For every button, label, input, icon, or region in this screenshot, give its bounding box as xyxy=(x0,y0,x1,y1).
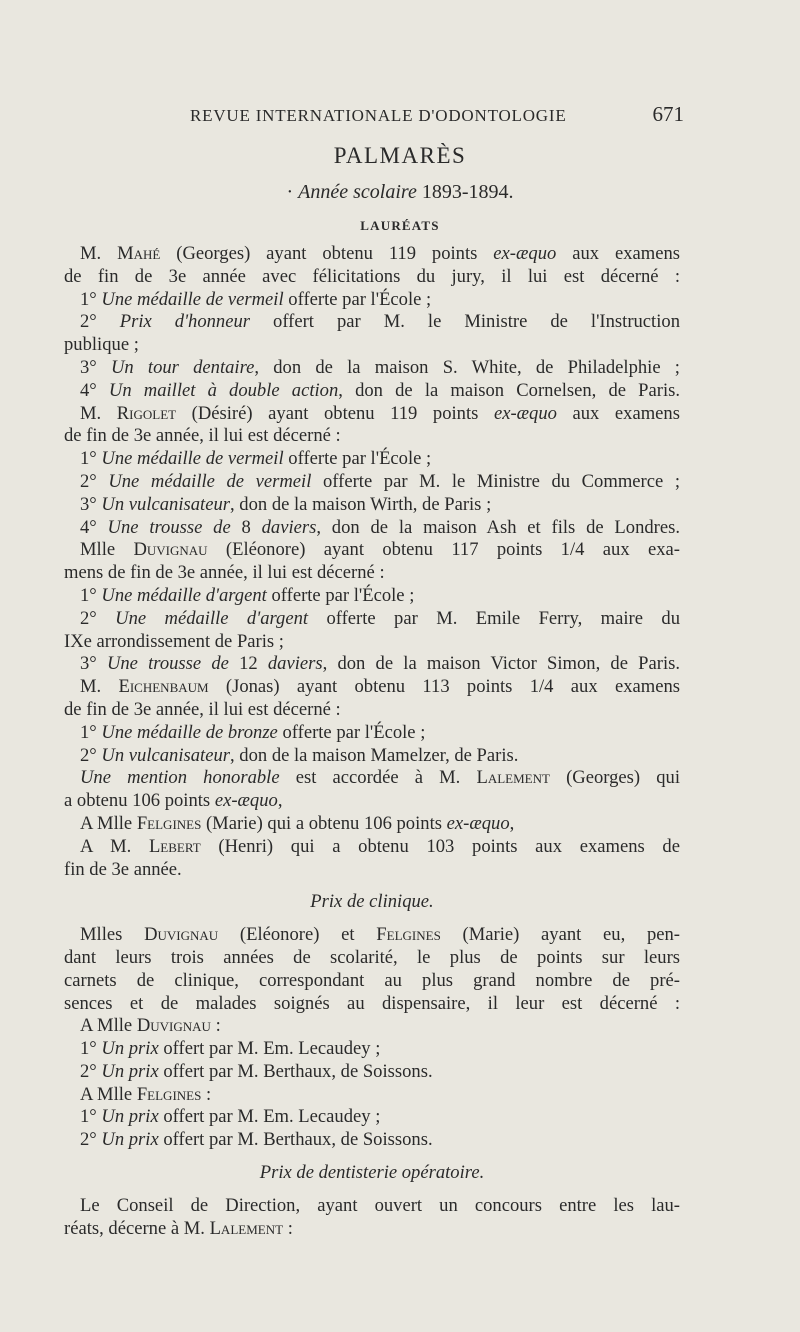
text-line: publique ; xyxy=(64,334,139,356)
text-line: mens de fin de 3e année, il lui est décerné : xyxy=(64,562,385,584)
text-line: 3° Un vulcanisateur, don de la maison Wirth, de Paris ; xyxy=(80,493,492,515)
text-line: Mlle Duvignau (Eléonore) ayant obtenu 117 points 1/4 aux exa- xyxy=(80,539,680,561)
page-title: PALMARÈS xyxy=(333,143,467,168)
page-number: 671 xyxy=(652,102,684,126)
text-line: A Mlle Felgines (Marie) qui a obtenu 106 points ex-æquo, xyxy=(80,812,515,834)
text-line: 2° Un prix offert par M. Berthaux, de Soissons. xyxy=(80,1060,433,1082)
text-line: 1° Une médaille d'argent offerte par l'École ; xyxy=(80,584,415,606)
subtitle: · Année scolaire 1893-1894. xyxy=(286,181,514,203)
text-line: 3° Une trousse de 12 daviers, don de la maison Victor Simon, de Paris. xyxy=(80,653,681,675)
running-title: REVUE INTERNATIONALE D'ODONTOLOGIE xyxy=(190,106,567,125)
text-line: M. Rigolet (Désiré) ayant obtenu 119 points ex-æquo aux examens xyxy=(80,402,680,424)
running-header xyxy=(190,102,684,126)
text-line: 1° Une médaille de vermeil offerte par l'École ; xyxy=(80,288,432,310)
text-line: 1° Une médaille de vermeil offerte par l'École ; xyxy=(80,448,432,470)
text-line: 2° Un prix offert par M. Berthaux, de Soissons. xyxy=(80,1129,433,1151)
text-line: 1° Un prix offert par M. Em. Lecaudey ; xyxy=(80,1106,381,1128)
text-line: Mlles Duvignau (Eléonore) et Felgines (Marie) ayant eu, pen- xyxy=(80,924,680,946)
text-line: dant leurs trois années de scolarité, le plus de points sur leurs xyxy=(64,946,680,968)
text-line: M. Eichenbaum (Jonas) ayant obtenu 113 points 1/4 aux examens xyxy=(80,676,680,698)
text-line: de fin de 3e année, il lui est décerné : xyxy=(64,425,341,447)
subtitle-years: 1893-1894. xyxy=(421,181,514,203)
text-line: 1° Un prix offert par M. Em. Lecaudey ; xyxy=(80,1038,381,1060)
text-line: Le Conseil de Direction, ayant ouvert un concours entre les lau- xyxy=(80,1194,680,1216)
text-line: 2° Une médaille d'argent offerte par M. Emile Ferry, maire du xyxy=(80,607,680,629)
section-heading-dentisterie: Prix de dentisterie opératoire. xyxy=(259,1162,485,1184)
text-line: sences et de malades soignés au dispensaire, il leur est décerné : xyxy=(64,992,680,1014)
text-line: a obtenu 106 points ex-æquo, xyxy=(64,790,283,812)
text-line: 4° Une trousse de 8 daviers, don de la maison Ash et fils de Londres. xyxy=(80,516,681,538)
text-line: 1° Une médaille de bronze offerte par l'École ; xyxy=(80,721,426,743)
text-line: A Mlle Felgines : xyxy=(80,1083,212,1105)
text-line: 2° Une médaille de vermeil offerte par M. le Ministre du Commerce ; xyxy=(80,470,680,492)
text-line: de fin de 3e année, il lui est décerné : xyxy=(64,698,341,720)
text-line: fin de 3e année. xyxy=(64,858,182,880)
text-line: IXe arrondissement de Paris ; xyxy=(64,630,284,652)
subtitle-label: Année scolaire xyxy=(298,181,417,203)
text-line: 3° Un tour dentaire, don de la maison S. White, de Philadelphie ; xyxy=(80,356,680,378)
text-line: réats, décerne à M. Lalement : xyxy=(64,1217,293,1239)
body-text xyxy=(64,243,680,1240)
text-line: 2° Un vulcanisateur, don de la maison Mamelzer, de Paris. xyxy=(80,744,519,766)
text-line: 2° Prix d'honneur offert par M. le Ministre de l'Instruction xyxy=(80,311,680,333)
text-line: A M. Lebert (Henri) qui a obtenu 103 points aux examens de xyxy=(80,835,680,857)
text-line: carnets de clinique, correspondant au plus grand nombre de pré- xyxy=(64,969,680,991)
text-line: 4° Un maillet à double action, don de la maison Cornelsen, de Paris. xyxy=(80,379,680,401)
text-line: Une mention honorable est accordée à M. Lalement (Georges) qui xyxy=(80,767,680,789)
text-line: de fin de 3e année avec félicitations du jury, il lui est décerné : xyxy=(64,265,680,287)
text-line: M. Mahé (Georges) ayant obtenu 119 points ex-æquo aux examens xyxy=(80,243,680,264)
section-heading-clinique: Prix de clinique. xyxy=(310,891,434,913)
laureats-heading: LAURÉATS xyxy=(360,218,440,233)
text-line: A Mlle Duvignau : xyxy=(80,1015,221,1037)
